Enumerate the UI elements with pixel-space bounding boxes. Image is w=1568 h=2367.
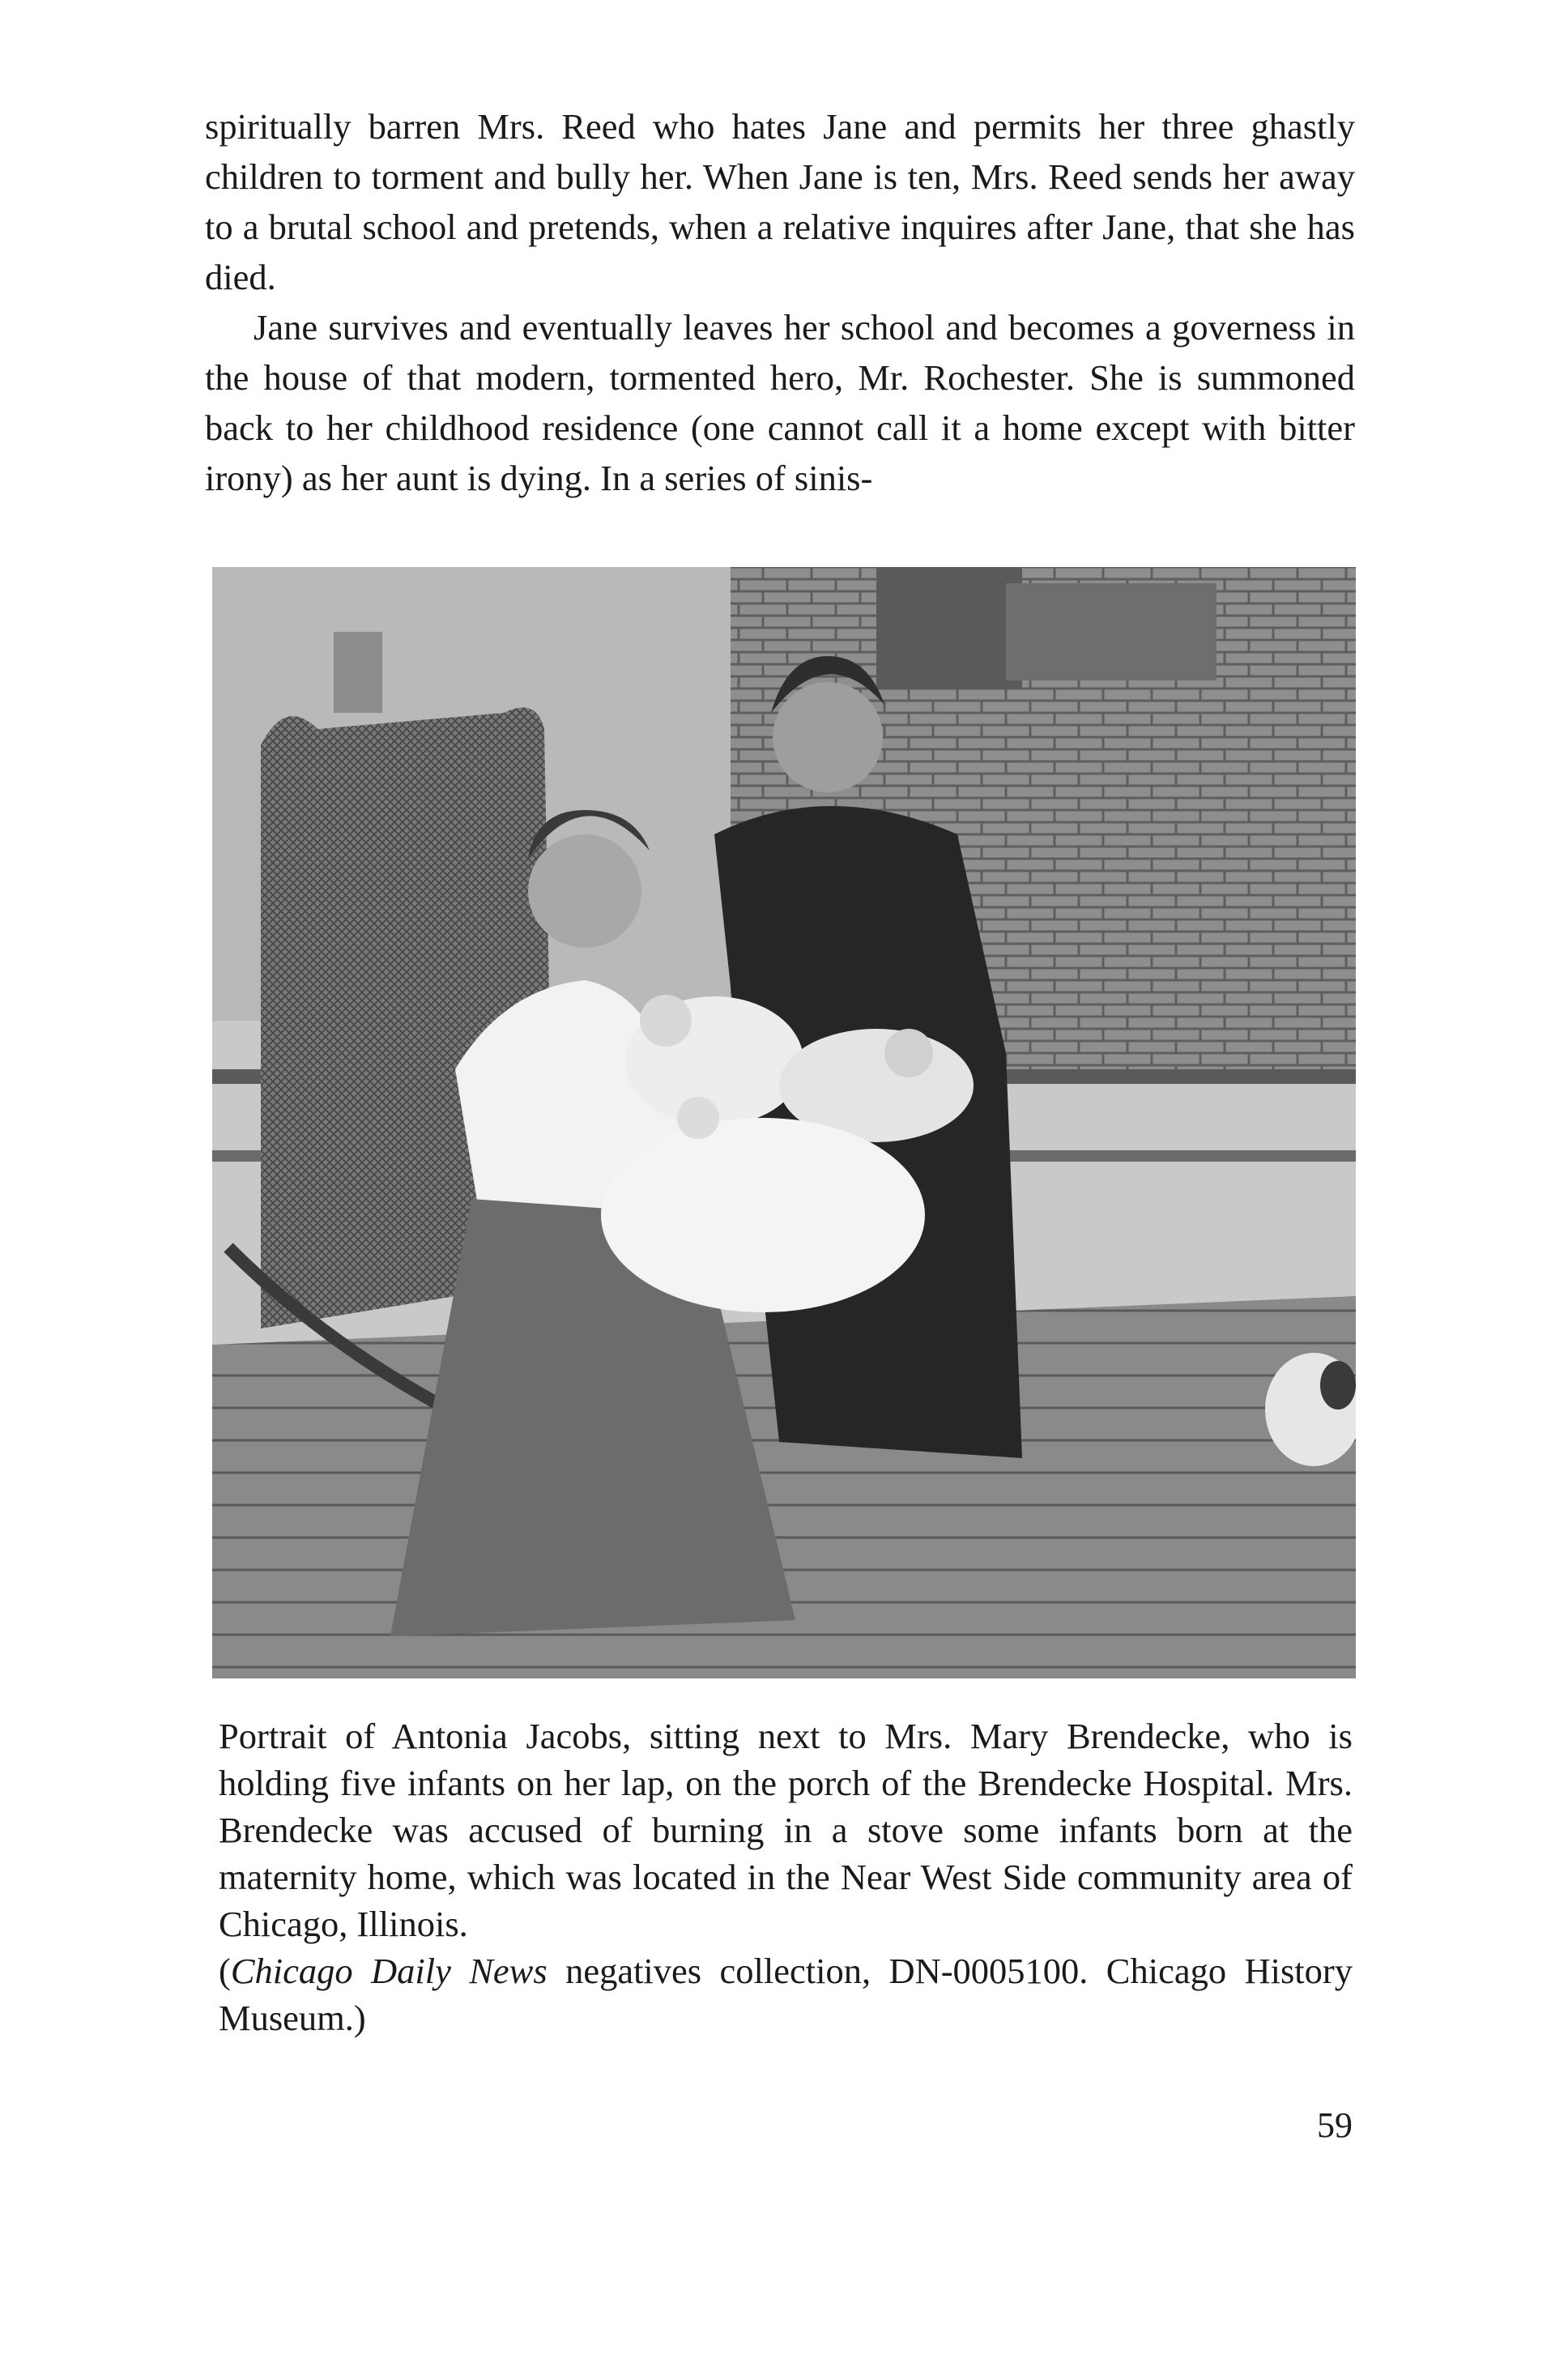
historical-photograph (212, 567, 1356, 1678)
credit-open: ( (219, 1951, 231, 1991)
body-paragraph: spiritually barren Mrs. Reed who hates Jane and permits her three ghastly children to torment and bully her. When Jane is ten, Mrs. Reed sends her away to a brutal school and pretends, when a relative inquires after Jane, that she has died. (205, 106, 1355, 297)
figure-caption (219, 1712, 1353, 2041)
page-number: 59 (1317, 2105, 1353, 2145)
caption-text: Portrait of Antonia Jacobs, sitting next to Mrs. Mary Brendecke, who is holding five infants on her lap, on the porch of the Brendecke Hospital. Mrs. Brendecke was accused of burning in a stove some infants born at the maternity home, which was located in the Near West Side community area of Chicago, Illinois. (219, 1716, 1353, 1944)
body-paragraph: Jane survives and eventually leaves her school and becomes a governess in the house of that modern, tormented hero, Mr. Rochester. She is summoned back to her childhood residence (one cannot call it a home except with bitter irony) as her aunt is dying. In a series of sinis- (205, 307, 1355, 498)
credit-rest: negatives collection, DN-0005100. Chicago History Museum.) (219, 1951, 1353, 2038)
credit-source: Chicago Daily News (230, 1951, 548, 1991)
photo-credit (219, 1947, 1353, 2041)
photograph-illustration (212, 567, 1356, 1678)
body-text (205, 101, 1355, 503)
